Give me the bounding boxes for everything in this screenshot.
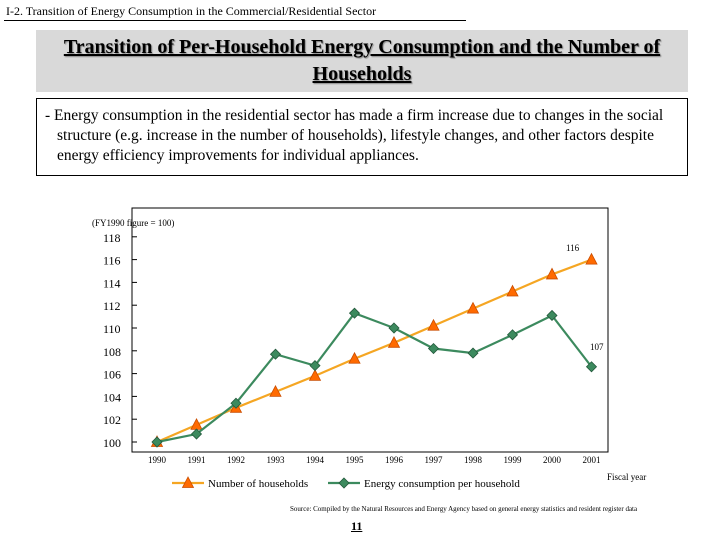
x-tick-label: 1992 [227, 455, 245, 465]
x-tick-label: 1995 [345, 455, 364, 465]
page-number: 11 [351, 519, 363, 533]
x-tick-label: 1991 [187, 455, 206, 465]
diamond-marker [389, 323, 399, 333]
section-header: I-2. Transition of Energy Consumption in the Commercial/Residential Sector [6, 4, 377, 18]
x-tick-label: 1994 [306, 455, 324, 465]
x-tick-label: 1997 [424, 455, 443, 465]
x-tick-label: 1990 [148, 455, 166, 465]
x-tick-label: 2001 [582, 455, 601, 465]
y-tick-label: 108 [103, 344, 121, 359]
x-tick-label: 1998 [464, 455, 482, 465]
diamond-marker [429, 344, 439, 354]
legend-label-households: Number of households [208, 478, 309, 490]
legend-label-consumption: Energy consumption per household [364, 478, 520, 490]
x-tick-label: 1999 [503, 455, 522, 465]
legend-marker-consumption [339, 478, 349, 488]
y-tick-label: 104 [103, 390, 121, 405]
x-tick-label: 1996 [385, 455, 403, 465]
x-tick-label: 1993 [266, 455, 285, 465]
end-label-households: 116 [566, 243, 580, 253]
page-title: Transition of Per-Household Energy Consumption and the Number of Households [63, 36, 661, 85]
series-line-consumption [157, 313, 592, 442]
source-note: Source: Compiled by the Natural Resources and Energy Agency based on general energy statistics and resident register data [290, 505, 638, 513]
y-tick-label: 106 [103, 367, 121, 382]
end-label-consumption: 107 [590, 342, 604, 352]
y-tick-label: 100 [103, 436, 121, 450]
y-tick-label: 102 [103, 413, 121, 428]
y-tick-label: 112 [103, 299, 121, 314]
diamond-marker [508, 330, 518, 340]
y-tick-label: 114 [103, 276, 121, 291]
x-axis-title: Fiscal year [607, 472, 647, 482]
x-tick-label: 2000 [543, 455, 561, 465]
y-tick-label: 116 [103, 253, 121, 268]
diamond-marker [468, 348, 478, 358]
plot-frame [132, 208, 608, 452]
triangle-marker [586, 254, 597, 265]
y-tick-label: 110 [103, 322, 121, 336]
y-tick-label: 118 [103, 230, 121, 245]
description-text: - Energy consumption in the residential sector has made a firm increase due to changes in the social structure (e.g. increase in the number of households), lifestyle changes, and other factors despite energy efficiency improvements for individual appliances. [45, 107, 664, 164]
index-note: (FY1990 figure = 100) [92, 218, 175, 228]
